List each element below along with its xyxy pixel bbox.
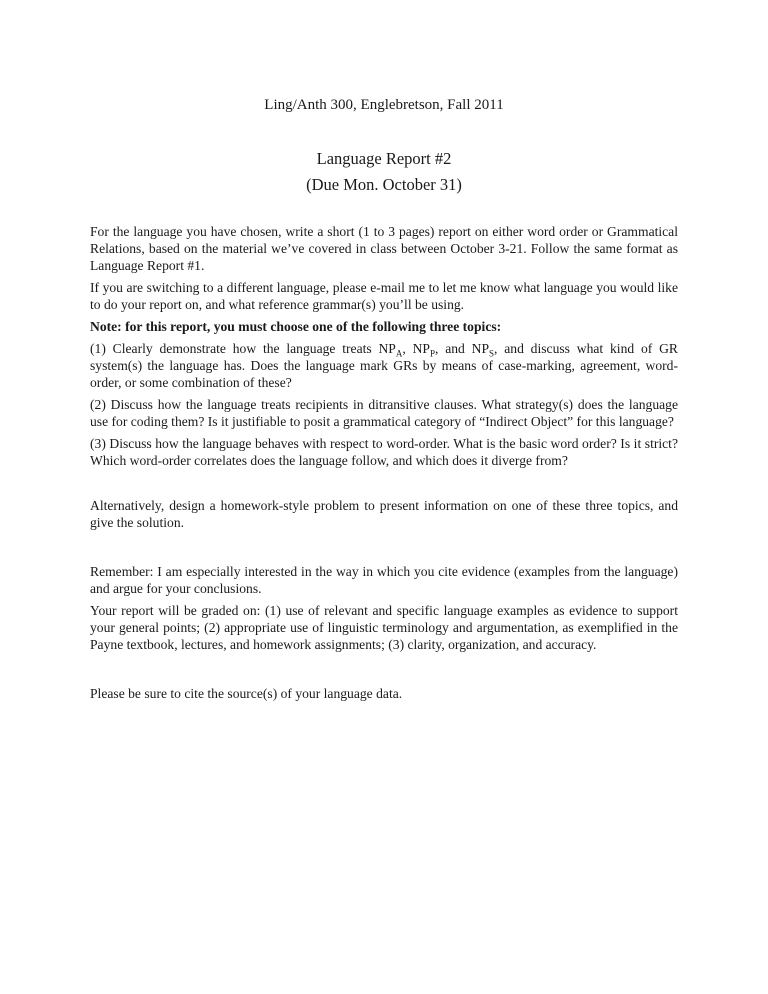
np-p-subscript: P — [429, 348, 435, 359]
intro-paragraph: For the language you have chosen, write a short (1 to 3 pages) report on either word order or Grammatical Relations, based on the material we’ve covered in class between October 3-21. Follow the same format as Language Report #1. — [90, 224, 678, 273]
report-title: Language Report #2 — [316, 149, 452, 168]
due-date: (Due Mon. October 31) — [306, 175, 462, 194]
topic-3: (3) Discuss how the language behaves with respect to word-order. What is the basic word order? Is it strict? Which word-order correlates does the language follow, and which does it diverge from? — [90, 436, 678, 468]
topic-1-sep2: , and NP — [434, 341, 490, 356]
topic-note: Note: for this report, you must choose one of the following three topics: — [90, 319, 502, 334]
np-s-subscript: S — [489, 348, 495, 359]
np-a-subscript: A — [395, 348, 403, 359]
topic-1 — [90, 340, 678, 391]
grading-paragraph: Your report will be graded on: (1) use of relevant and specific language examples as evidence to support your general points; (2) appropriate use of linguistic terminology and argumentation, as exemplified in the Payne textbook, lectures, and homework assignments; (3) clarity, organization, and accuracy. — [90, 603, 678, 652]
topic-1-suffix: , and discuss what kind of GR system(s) the language has. Does the language mark GRs by means of case-marking, agreement, word-order, or some combination of these? — [90, 341, 678, 390]
switching-paragraph: If you are switching to a different language, please e-mail me to let me know what language you would like to do your report on, and what reference grammar(s) you’ll be using. — [90, 280, 678, 312]
course-header: Ling/Anth 300, Englebretson, Fall 2011 — [264, 97, 504, 113]
document-body — [90, 223, 678, 702]
report-title-block — [0, 146, 768, 198]
remember-paragraph: Remember: I am especially interested in the way in which you cite evidence (examples from the language) and argue for your conclusions. — [90, 564, 678, 596]
alternative-paragraph: Alternatively, design a homework-style problem to present information on one of these three topics, and give the solution. — [90, 498, 678, 530]
topic-1-prefix: (1) Clearly demonstrate how the language treats NP — [90, 341, 396, 356]
topic-1-sep1: , NP — [402, 341, 430, 356]
topic-2: (2) Discuss how the language treats recipients in ditransitive clauses. What strategy(s) does the language use for coding them? Is it justifiable to posit a grammatical category of “Indirect Object” for this language? — [90, 397, 678, 429]
closing-paragraph: Please be sure to cite the source(s) of your language data. — [90, 686, 403, 701]
